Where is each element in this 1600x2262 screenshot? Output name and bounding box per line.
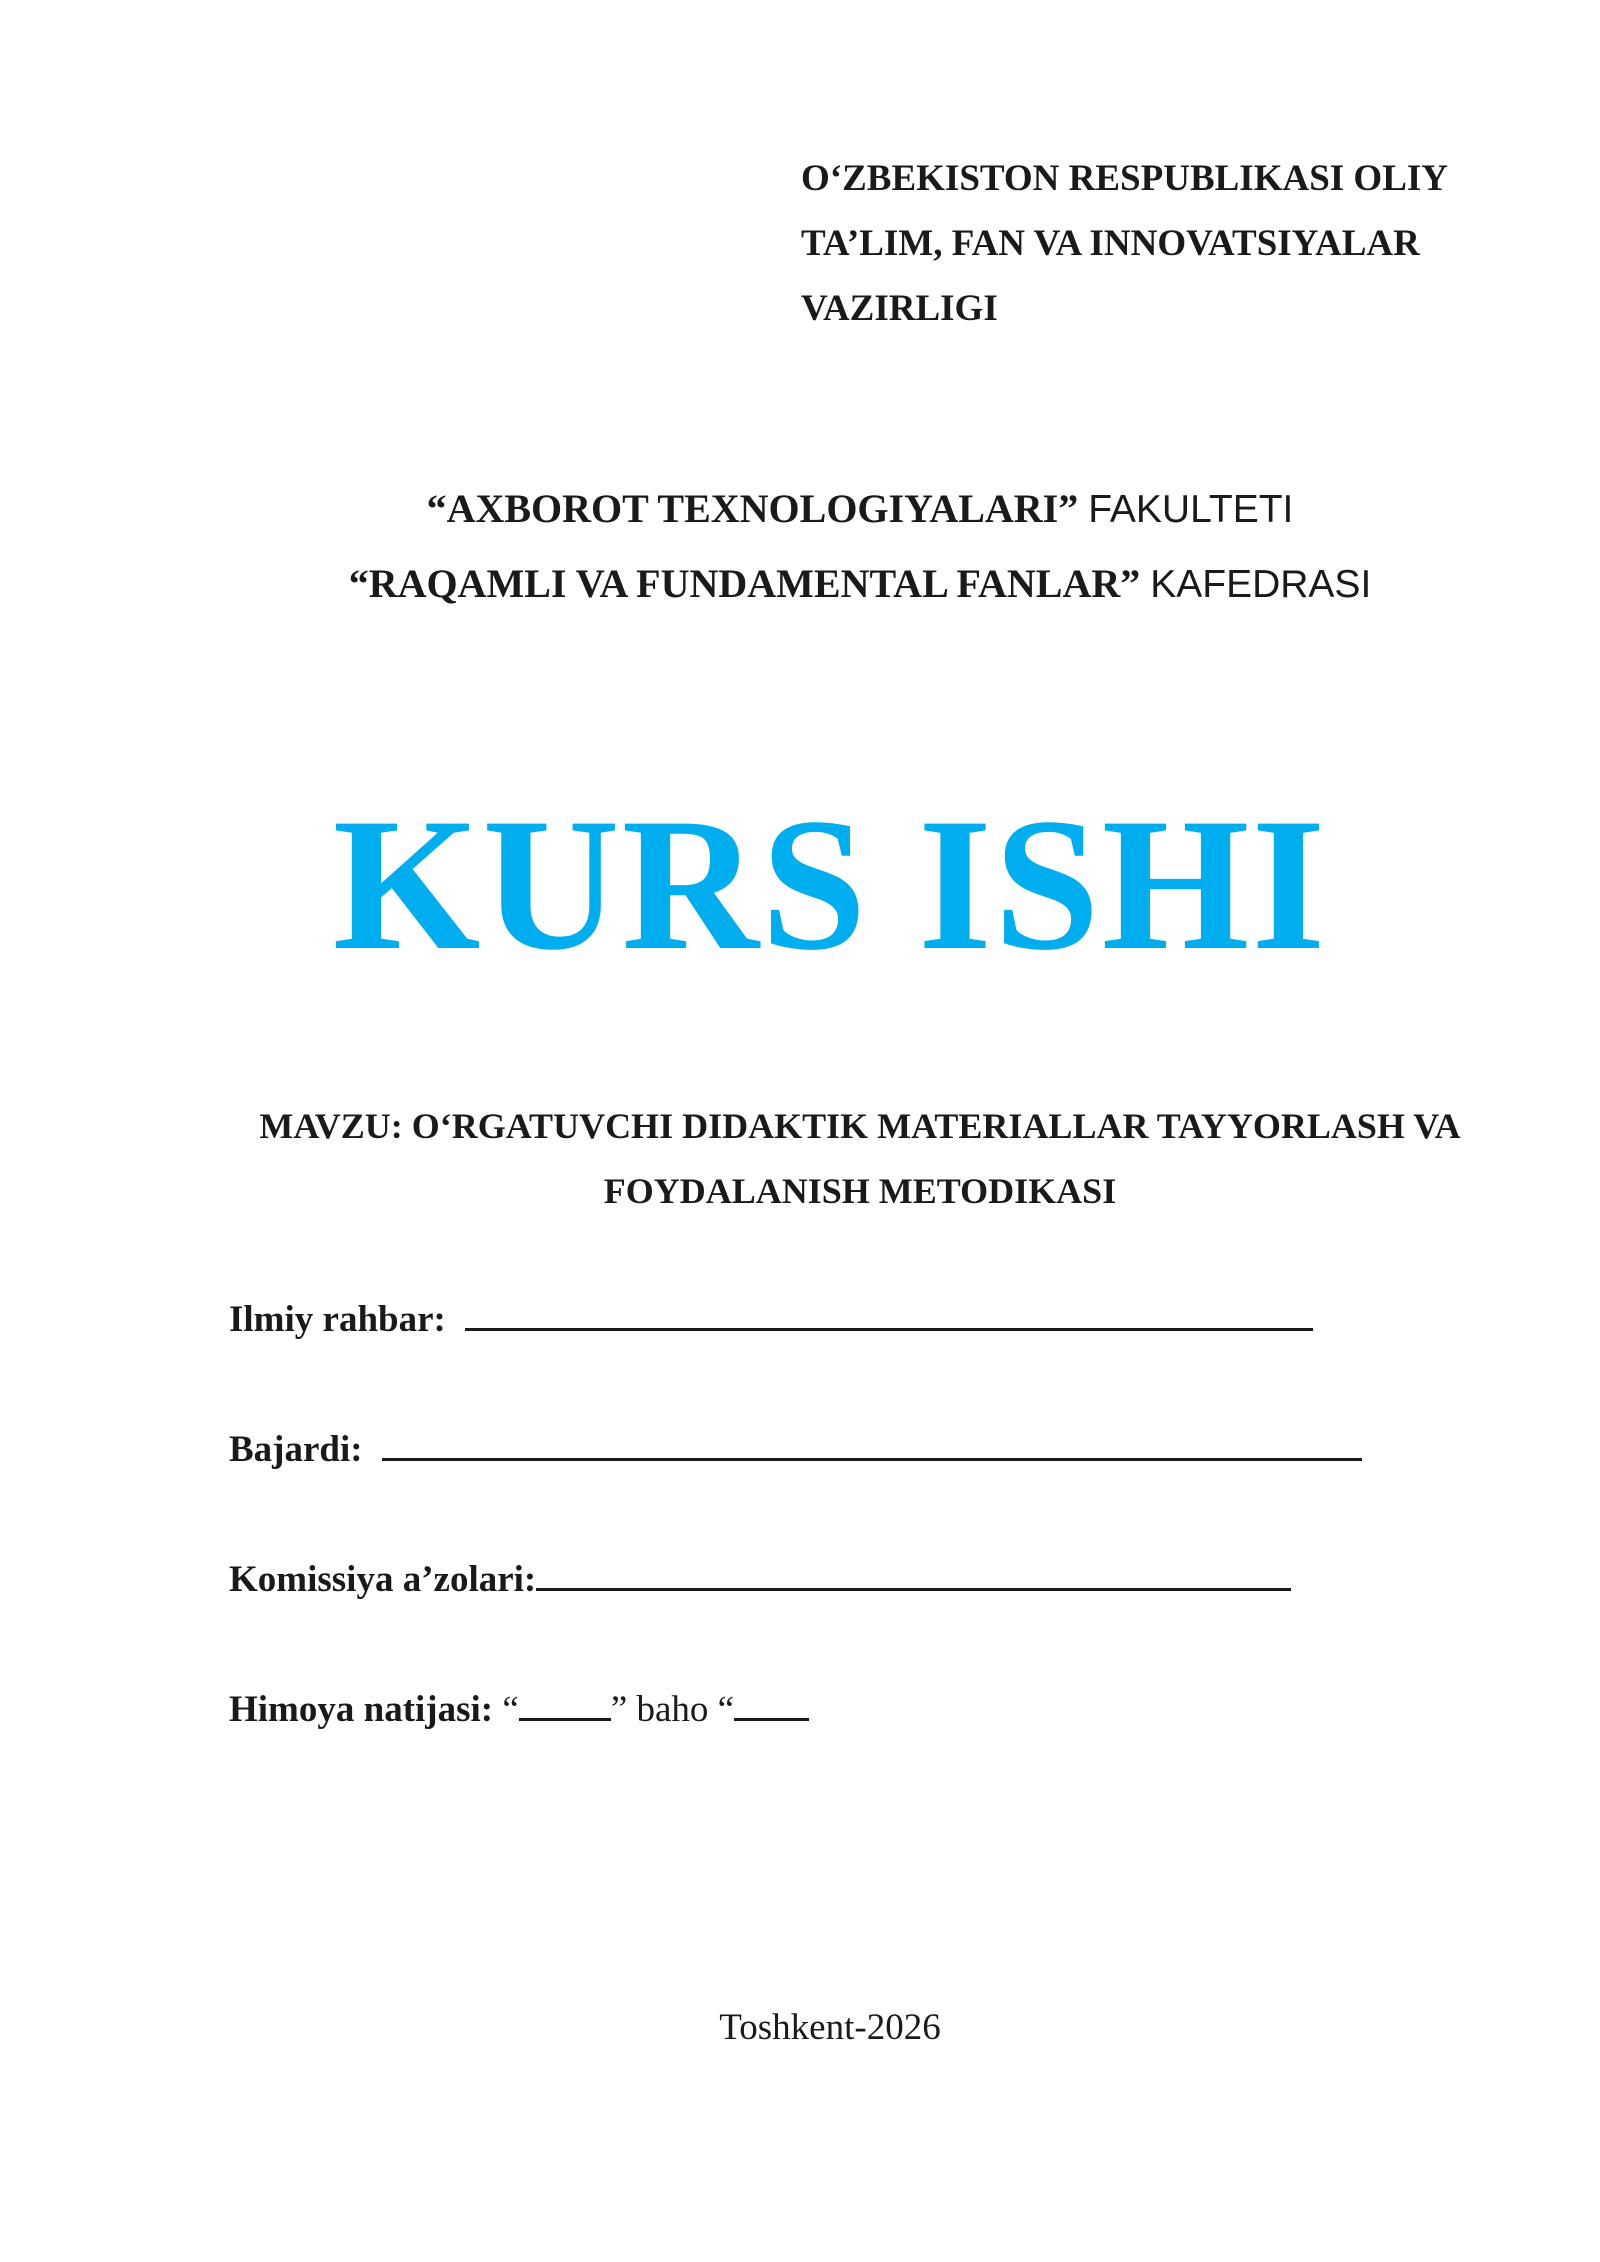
topic-line-1: MAVZU: O‘RGATUVCHI DIDAKTIK MATERIALLAR TAYYORLASH VA (259, 1106, 1461, 1146)
commission-field (229, 1554, 1291, 1601)
faculty-suffix: FAKULTETI (1088, 488, 1294, 531)
defense-open-quote: “ (502, 1689, 519, 1730)
ministry-line-2: TA’LIM, FAN VA INNOVATSIYALAR (801, 223, 1420, 264)
defense-grade-blank (734, 1684, 809, 1721)
supervisor-field (229, 1294, 1313, 1341)
chair-suffix: KAFEDRASI (1150, 563, 1372, 606)
performer-field (229, 1424, 1362, 1471)
topic-line-2: FOYDALANISH METODIKASI (603, 1171, 1117, 1211)
defense-result-label: Himoya natijasi: (229, 1689, 494, 1730)
faculty-name: “AXBOROT TEXNOLOGIYALARI” (426, 486, 1079, 531)
ministry-line-3: VAZIRLIGI (801, 288, 998, 329)
defense-result-field (229, 1684, 809, 1731)
topic-block (230, 1094, 1490, 1224)
ministry-header (801, 146, 1501, 341)
commission-blank-line (536, 1554, 1291, 1591)
ministry-line-1: O‘ZBEKISTON RESPUBLIKASI OLIY (801, 158, 1449, 199)
chair-name: “RAQAMLI VA FUNDAMENTAL FANLAR” (348, 561, 1141, 606)
commission-label: Komissiya a’zolari: (229, 1559, 537, 1600)
city-year: Toshkent-2026 (719, 2007, 941, 2048)
defense-grade-text: ” baho “ (610, 1689, 735, 1730)
document-title: KURS ISHI (332, 780, 1328, 990)
performer-blank-line (382, 1424, 1362, 1461)
chair-line (60, 560, 1600, 607)
defense-score-blank (519, 1684, 611, 1721)
supervisor-blank-line (465, 1294, 1313, 1331)
performer-label: Bajardi: (229, 1429, 363, 1470)
faculty-line (60, 485, 1600, 532)
supervisor-label: Ilmiy rahbar: (229, 1299, 446, 1340)
